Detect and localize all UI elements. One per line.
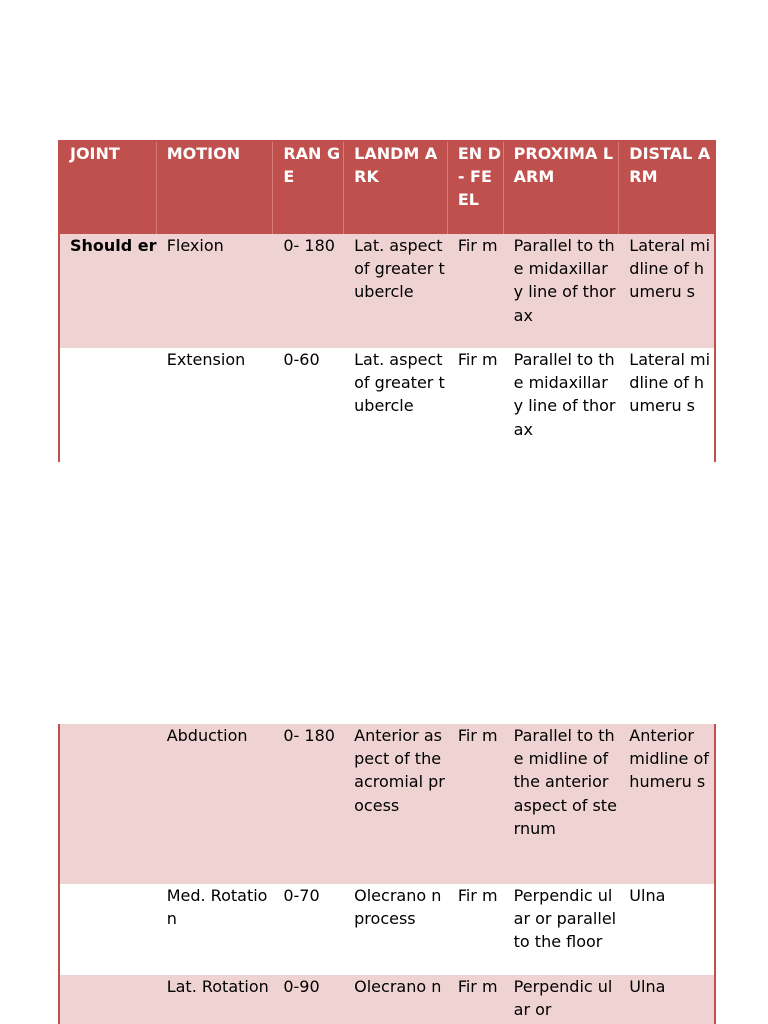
joint-cell (60, 348, 157, 462)
motion-cell: Abduction (166, 726, 248, 745)
range-cell: 0- 180 (283, 236, 335, 255)
proximal-arm-cell: Parallel to the midaxillar y line of thorax (513, 236, 616, 325)
table-header-row (60, 142, 714, 234)
header-proximal-arm: PROXIMA L ARM (504, 142, 620, 234)
table-row (60, 724, 714, 884)
motion-cell: Flexion (166, 236, 224, 255)
header-landmark: LANDM ARK (344, 142, 448, 234)
range-cell: 0- 180 (283, 726, 335, 745)
joint-cell (60, 724, 157, 884)
header-motion: MOTION (157, 142, 274, 234)
joint-cell (60, 975, 157, 1024)
table-row (60, 884, 714, 975)
landmark-cell: Anterior aspect of the acromial process (354, 726, 445, 815)
distal-arm-cell: Lateral midline of humeru s (629, 236, 711, 302)
proximal-arm-cell: Parallel to the midline of the anterior aspect of sternum (513, 726, 617, 838)
header-end-feel: EN D- FE EL (448, 142, 504, 234)
table-row (60, 975, 714, 1024)
landmark-cell: Lat. aspect of greater tubercle (354, 236, 445, 302)
range-cell: 0-70 (283, 886, 320, 905)
rom-table-page2 (58, 724, 716, 1024)
header-range: RAN GE (273, 142, 344, 234)
joint-cell (60, 884, 157, 975)
motion-cell: Med. Rotation (166, 886, 268, 929)
end-feel-cell: Fir m (457, 350, 498, 369)
rom-table-page1 (58, 140, 716, 462)
landmark-cell: Olecrano n process (354, 886, 442, 929)
proximal-arm-cell: Parallel to the midaxillar y line of thorax (513, 350, 616, 439)
distal-arm-cell: Anterior midline of humeru s (629, 726, 709, 792)
distal-arm-cell: Lateral midline of humeru s (629, 350, 711, 416)
distal-arm-cell: Ulna (629, 977, 666, 996)
proximal-arm-cell: Perpendic ular or (513, 977, 613, 1020)
landmark-cell: Lat. aspect of greater tubercle (354, 350, 445, 416)
table-row (60, 348, 714, 462)
motion-cell: Lat. Rotation (166, 977, 269, 996)
joint-cell: Should er (70, 236, 157, 255)
landmark-cell: Olecrano n (354, 977, 442, 996)
range-cell: 0-90 (283, 977, 320, 996)
end-feel-cell: Fir m (457, 236, 498, 255)
proximal-arm-cell: Perpendic ular or parallel to the floor (513, 886, 617, 952)
header-joint: JOINT (60, 142, 157, 234)
table-row (60, 234, 714, 348)
distal-arm-cell: Ulna (629, 886, 666, 905)
end-feel-cell: Fir m (457, 726, 498, 745)
end-feel-cell: Fir m (457, 977, 498, 996)
header-distal-arm: DISTAL ARM (629, 144, 711, 187)
range-cell: 0-60 (283, 350, 320, 369)
end-feel-cell: Fir m (457, 886, 498, 905)
motion-cell: Extension (166, 350, 246, 369)
